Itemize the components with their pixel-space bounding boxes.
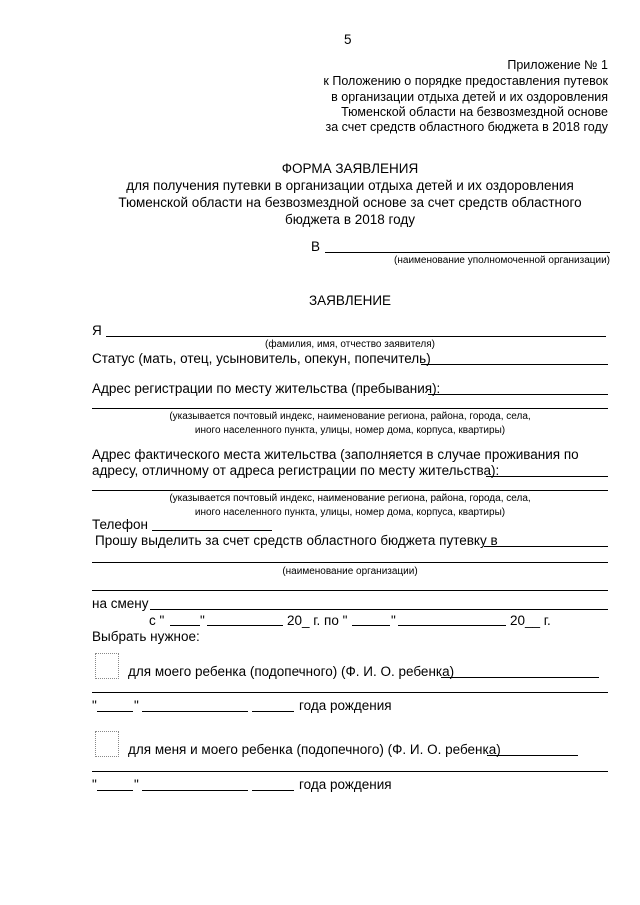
period-quote-1: " [200, 613, 205, 628]
form-title-line-3: Тюменской области на безвозмездной основе за счет средств областного [118, 195, 582, 210]
birth2-year-line[interactable] [252, 790, 294, 791]
request-line-1[interactable] [484, 546, 608, 547]
option1-child-line[interactable] [441, 677, 599, 678]
actual-address-label-2: адресу, отличному от адреса регистрации по месту жительства): [92, 463, 500, 478]
appendix-line-3: в организации отдыха детей и их оздоровления [331, 90, 608, 104]
reg-address-line-2[interactable] [92, 408, 608, 409]
reg-address-hint-1: (указывается почтовый индекс, наименование региона, района, города, села, [169, 411, 531, 422]
actual-address-hint-2: иного населенного пункта, улицы, номер дома, корпуса, квартиры) [194, 507, 506, 518]
org-hint: (наименование организации) [282, 566, 418, 577]
period-from: с " [149, 613, 165, 628]
statement-heading: ЗАЯВЛЕНИЕ [308, 293, 392, 308]
period-month-to[interactable] [398, 625, 506, 626]
ya-label: Я [92, 323, 102, 338]
actual-address-line-1[interactable] [486, 476, 608, 477]
birth1-year-label: года рождения [299, 698, 392, 713]
page-number: 5 [344, 32, 352, 47]
shift-line[interactable] [150, 609, 608, 610]
birth2-quote-close: " [134, 777, 139, 792]
request-label: Прошу выделить за счет средств областного бюджета путевку в [95, 533, 498, 548]
choose-label: Выбрать нужное: [92, 629, 200, 644]
birth2-year-label: года рождения [299, 777, 392, 792]
birth2-quote-open: " [92, 777, 97, 792]
option2-line-2[interactable] [92, 771, 608, 772]
birth1-year-line[interactable] [252, 711, 294, 712]
addressee-hint: (наименование уполномоченной организации) [394, 255, 610, 266]
birth1-day-line[interactable] [97, 711, 133, 712]
birth1-month-line[interactable] [142, 711, 248, 712]
period-day-from[interactable] [170, 625, 200, 626]
actual-address-line-2[interactable] [92, 490, 608, 491]
fio-hint: (фамилия, имя, отчество заявителя) [265, 339, 435, 350]
addressee-line[interactable] [325, 252, 610, 253]
status-label: Статус (мать, отец, усыновитель, опекун, попечитель) [92, 351, 431, 366]
reg-address-label: Адрес регистрации по месту жительства (пребывания): [92, 381, 441, 396]
actual-address-label-1: Адрес фактического места жительства (заполняется в случае проживания по [92, 447, 579, 462]
form-title-line-4: бюджета в 2018 году [285, 212, 415, 227]
option2-label: для меня и моего ребенка (подопечного) (Ф. И. О. ребенка) [128, 742, 501, 757]
addressee-prefix: В [311, 239, 321, 254]
reg-address-line-1[interactable] [428, 394, 608, 395]
option1-label: для моего ребенка (подопечного) (Ф. И. О. ребенка) [128, 664, 455, 679]
appendix-line-5: за счет средств областного бюджета в 2018 году [325, 120, 608, 134]
fio-line[interactable] [106, 336, 606, 337]
request-line-2[interactable] [92, 562, 608, 563]
period-year-to: 20__ г. [510, 613, 551, 628]
period-day-to[interactable] [352, 625, 390, 626]
period-quote-2: " [391, 613, 396, 628]
birth1-quote-open: " [92, 698, 97, 713]
period-year-from: 20_ г. по " [287, 613, 348, 628]
actual-address-hint-1: (указывается почтовый индекс, наименование региона, района, города, села, [169, 493, 531, 504]
appendix-line-2: к Положению о порядке предоставления путевок [323, 74, 608, 88]
birth2-month-line[interactable] [142, 790, 248, 791]
request-line-3[interactable] [92, 590, 608, 591]
form-title-line-1: ФОРМА ЗАЯВЛЕНИЯ [281, 161, 419, 176]
phone-line[interactable] [152, 530, 272, 531]
period-month-from[interactable] [207, 625, 283, 626]
appendix-line-4: Тюменской области на безвозмездной основе [341, 105, 608, 119]
status-line[interactable] [421, 364, 608, 365]
phone-label: Телефон [92, 517, 149, 532]
option2-child-line[interactable] [487, 755, 578, 756]
birth2-day-line[interactable] [97, 790, 133, 791]
option1-checkbox[interactable] [95, 653, 119, 679]
form-title-line-2: для получения путевки в организации отдыха детей и их оздоровления [126, 178, 574, 193]
option1-line-2[interactable] [92, 692, 608, 693]
shift-label: на смену [92, 596, 149, 611]
appendix-line-1: Приложение № 1 [507, 58, 608, 72]
option2-checkbox[interactable] [95, 731, 119, 757]
reg-address-hint-2: иного населенного пункта, улицы, номер дома, корпуса, квартиры) [194, 425, 506, 436]
birth1-quote-close: " [134, 698, 139, 713]
